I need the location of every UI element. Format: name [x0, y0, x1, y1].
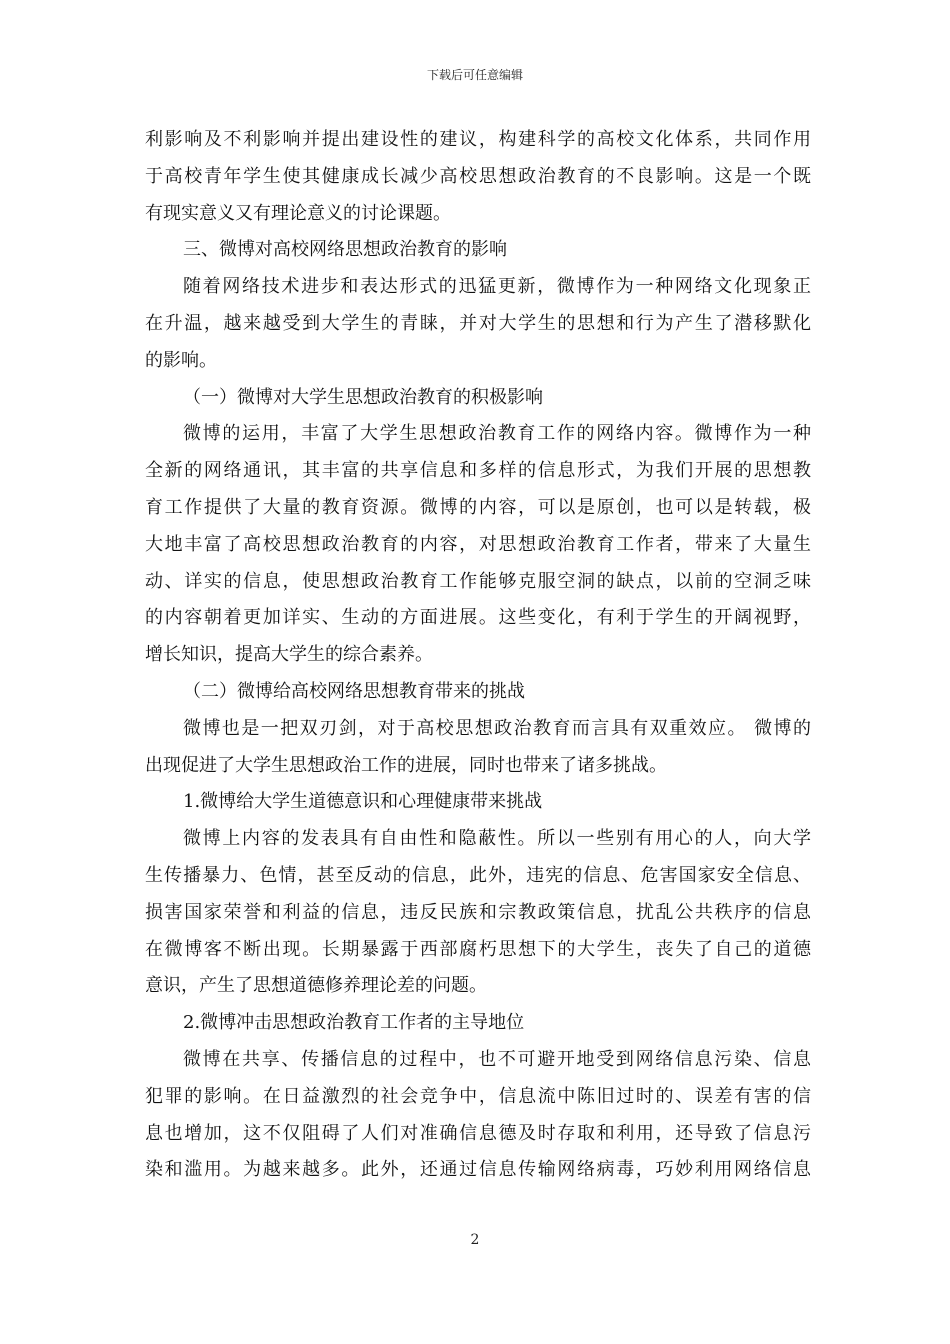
section-heading: 2.微博冲击思想政治教育工作者的主导地位	[183, 1012, 525, 1034]
text-line: 全新的网络通讯，其丰富的共享信息和多样的信息形式，为我们开展的思想教	[145, 460, 811, 482]
text-line: 微博的运用，丰富了大学生思想政治教育工作的网络内容。微博作为一种	[183, 423, 811, 445]
text-line: 微博上内容的发表具有自由性和隐蔽性。所以一些别有用心的人，向大学	[183, 828, 811, 850]
text-line: 的影响。	[145, 349, 217, 371]
text-line: 增长知识，提高大学生的综合素养。	[145, 644, 433, 666]
section-heading: 1.微博给大学生道德意识和心理健康带来挑战	[183, 791, 543, 813]
page-number: 2	[470, 1232, 480, 1248]
text-line: 生传播暴力、色情，甚至反动的信息，此外，违宪的信息、危害国家安全信息、	[145, 864, 811, 886]
text-line: 利影响及不利影响并提出建设性的建议，构建科学的高校文化体系，共同作用	[145, 129, 811, 150]
text-line: 损害国家荣誉和利益的信息，违反民族和宗教政策信息，扰乱公共秩序的信息	[145, 901, 811, 923]
text-line: 育工作提供了大量的教育资源。微博的内容，可以是原创，也可以是转载，极	[145, 496, 811, 518]
text-line: 大地丰富了高校思想政治教育的内容，对思想政治教育工作者，带来了大量生	[145, 533, 811, 555]
section-heading: （一）微博对大学生思想政治教育的积极影响	[183, 386, 543, 408]
section-heading: 三、微博对高校网络思想政治教育的影响	[183, 239, 507, 261]
section-heading: （二）微博给高校网络思想教育带来的挑战	[183, 680, 525, 702]
text-line: 犯罪的影响。在日益激烈的社会竞争中，信息流中陈旧过时的、误差有害的信	[145, 1085, 811, 1107]
page-header: 下载后可任意编辑	[426, 68, 523, 82]
text-line: 息也增加，这不仅阻碍了人们对准确信息德及时存取和利用，还导致了信息污	[145, 1122, 811, 1144]
text-line: 于高校青年学生使其健康成长减少高校思想政治教育的不良影响。这是一个既	[145, 165, 811, 187]
text-line: 随着网络技术进步和表达形式的迅猛更新，微博作为一种网络文化现象正	[183, 276, 811, 298]
text-line: 微博在共享、传播信息的过程中，也不可避开地受到网络信息污染、信息	[183, 1048, 811, 1070]
text-line: 有现实意义又有理论意义的讨论课题。	[145, 202, 451, 224]
text-line: 微博也是一把双刃剑，对于高校思想政治教育而言具有双重效应。 微博的	[183, 717, 811, 739]
text-line: 在微博客不断出现。长期暴露于西部腐朽思想下的大学生，丧失了自己的道德	[145, 938, 811, 960]
text-line: 意识，产生了思想道德修养理论差的问题。	[145, 975, 487, 997]
text-line: 动、详实的信息，使思想政治教育工作能够克服空洞的缺点，以前的空洞乏味	[145, 570, 811, 592]
text-line: 在升温，越来越受到大学生的青睐，并对大学生的思想和行为产生了潜移默化	[145, 312, 811, 334]
text-line: 的内容朝着更加详实、生动的方面进展。这些变化，有利于学生的开阔视野，	[145, 607, 811, 629]
text-line: 出现促进了大学生思想政治工作的进展，同时也带来了诸多挑战。	[145, 754, 667, 776]
document-body	[145, 122, 811, 1189]
text-line: 染和滥用。为越来越多。此外，还通过信息传输网络病毒，巧妙利用网络信息	[145, 1159, 811, 1181]
